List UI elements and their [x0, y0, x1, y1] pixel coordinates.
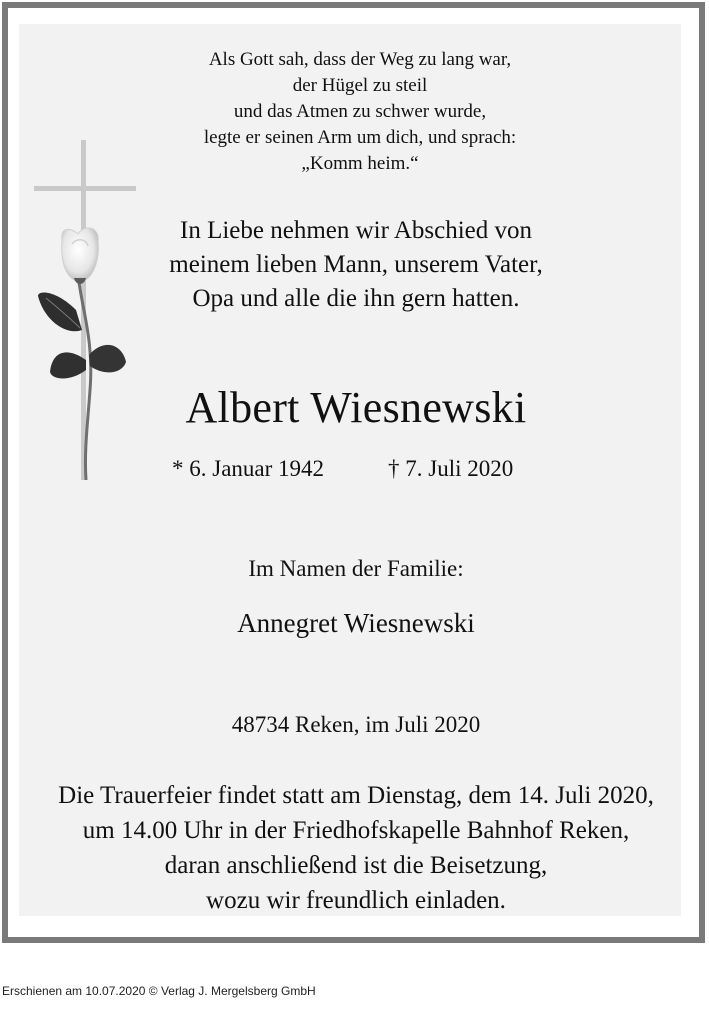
family-name: Annegret Wiesnewski	[237, 608, 475, 638]
ceremony-notice	[10, 778, 702, 918]
life-dates	[170, 453, 550, 485]
farewell-line: In Liebe nehmen wir Abschied von	[180, 217, 532, 244]
poem-line: der Hügel zu steil	[292, 75, 428, 96]
ceremony-line: Die Trauerfeier findet statt am Dienstag, dem 14. Juli 2020,	[58, 782, 654, 809]
farewell-line: meinem lieben Mann, unserem Vater,	[169, 251, 543, 278]
poem-line: Als Gott sah, dass der Weg zu lang war,	[208, 49, 512, 70]
poem-line: legte er seinen Arm um dich, und sprach:	[203, 127, 517, 148]
family-label: Im Namen der Familie:	[248, 556, 464, 581]
birth-date: * 6. Januar 1942	[172, 456, 325, 481]
publication-footer: Erschienen am 10.07.2020 © Verlag J. Mergelsberg GmbH	[2, 984, 316, 998]
ceremony-line: daran anschließend ist die Beisetzung,	[164, 852, 548, 879]
ceremony-line: wozu wir freundlich einladen.	[206, 887, 506, 914]
death-date: † 7. Juli 2020	[388, 456, 514, 481]
deceased-name: Albert Wiesnewski	[185, 383, 527, 432]
farewell-text	[110, 214, 602, 316]
place-date: 48734 Reken, im Juli 2020	[231, 712, 481, 737]
farewell-line: Opa und alle die ihn gern hatten.	[192, 285, 520, 312]
poem-line: und das Atmen zu schwer wurde,	[233, 101, 487, 122]
ceremony-line: um 14.00 Uhr in der Friedhofskapelle Bahnhof Reken,	[82, 817, 630, 844]
poem	[150, 47, 570, 177]
poem-line: „Komm heim.“	[301, 153, 419, 174]
